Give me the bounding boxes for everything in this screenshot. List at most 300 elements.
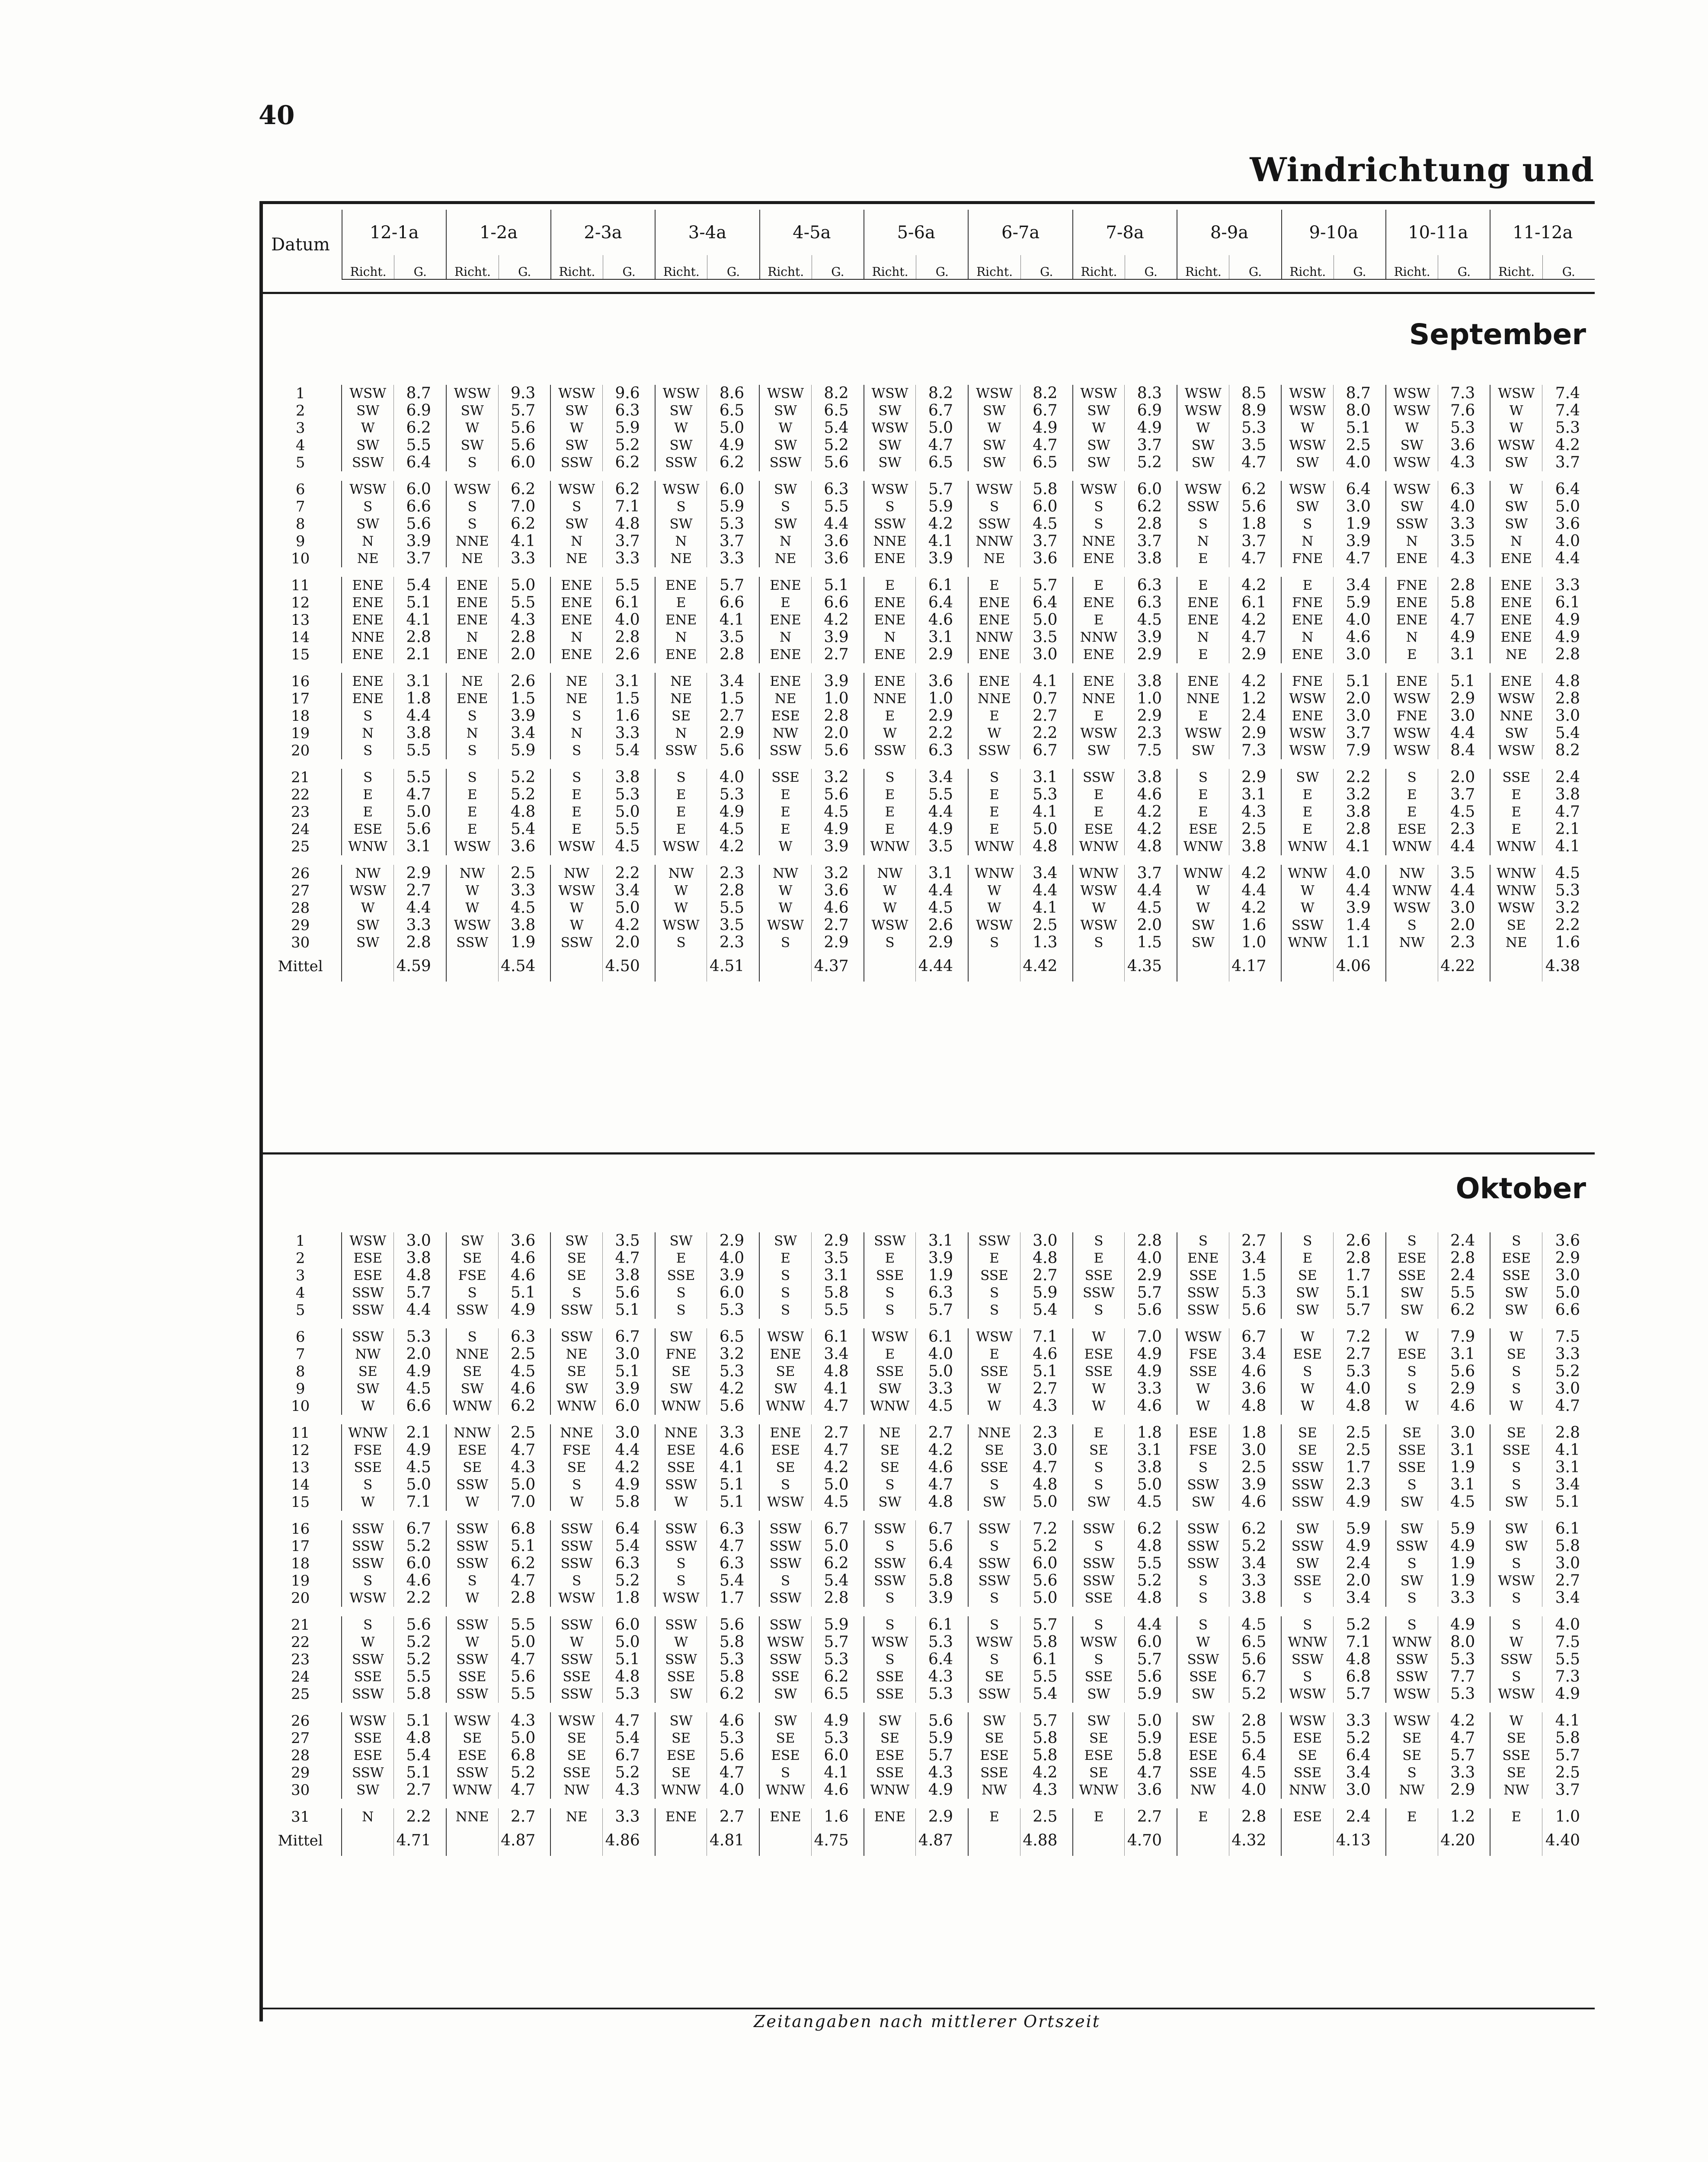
direction-cell: SSE bbox=[1073, 1363, 1125, 1380]
speed-cell: 4.1 bbox=[394, 611, 446, 629]
direction-cell: ENE bbox=[446, 594, 498, 611]
speed-cell: 3.2 bbox=[811, 865, 864, 882]
direction-cell: SW bbox=[342, 402, 393, 419]
row-group-gap bbox=[259, 1511, 1595, 1520]
speed-cell: 2.4 bbox=[1438, 1267, 1490, 1284]
direction-cell: WSW bbox=[1177, 725, 1229, 742]
speed-cell: 5.2 bbox=[498, 786, 550, 803]
table-row bbox=[259, 769, 1595, 786]
direction-cell: S bbox=[1073, 1538, 1125, 1555]
direction-cell: ENE bbox=[1281, 611, 1333, 629]
speed-cell: 4.2 bbox=[916, 1442, 968, 1459]
speed-cell: 4.2 bbox=[707, 838, 759, 855]
speed-cell: 3.8 bbox=[1125, 673, 1177, 690]
direction-cell: W bbox=[1281, 1328, 1333, 1346]
day-cell: 12 bbox=[291, 1442, 310, 1459]
direction-cell: ESE bbox=[968, 1747, 1020, 1764]
direction-cell: S bbox=[446, 1328, 498, 1346]
table-row bbox=[259, 1590, 1595, 1607]
direction-cell: SE bbox=[759, 1730, 811, 1747]
speed-cell: 4.1 bbox=[1542, 1712, 1595, 1730]
speed-cell: 5.9 bbox=[916, 1730, 968, 1747]
speed-cell: 5.7 bbox=[916, 481, 968, 498]
speed-cell: 3.3 bbox=[498, 550, 550, 567]
direction-cell: WNW bbox=[446, 1398, 498, 1415]
speed-cell: 5.3 bbox=[707, 1730, 759, 1747]
direction-cell: SSW bbox=[1281, 1538, 1333, 1555]
speed-cell: 6.1 bbox=[916, 1616, 968, 1634]
speed-cell: 2.1 bbox=[394, 1424, 446, 1442]
direction-cell: NNE bbox=[968, 1424, 1020, 1442]
speed-cell: 2.9 bbox=[1125, 707, 1177, 725]
speed-cell: 3.0 bbox=[1334, 498, 1386, 515]
speed-cell: 1.7 bbox=[1334, 1267, 1386, 1284]
mittel-spacer bbox=[550, 1826, 602, 1856]
speed-cell: 3.1 bbox=[394, 838, 446, 855]
direction-cell: S bbox=[1386, 1590, 1438, 1607]
direction-cell: ESE bbox=[1281, 1346, 1333, 1363]
direction-cell: SSW bbox=[968, 1520, 1020, 1538]
speed-cell: 7.5 bbox=[1542, 1328, 1595, 1346]
direction-cell: SE bbox=[1281, 1747, 1333, 1764]
speed-cell: 2.9 bbox=[394, 865, 446, 882]
speed-cell: 6.0 bbox=[707, 1284, 759, 1302]
speed-cell: 2.9 bbox=[811, 1232, 864, 1250]
direction-cell: E bbox=[864, 803, 916, 821]
direction-cell: WSW bbox=[342, 481, 393, 498]
speed-cell: 3.0 bbox=[602, 1346, 655, 1363]
speed-cell: 5.7 bbox=[498, 402, 550, 419]
speed-cell: 7.6 bbox=[1438, 402, 1490, 419]
speed-cell: 3.3 bbox=[602, 725, 655, 742]
speed-cell: 3.5 bbox=[1229, 437, 1281, 454]
direction-cell: SE bbox=[550, 1747, 602, 1764]
speed-cell: 5.6 bbox=[394, 821, 446, 838]
direction-cell: ENE bbox=[1490, 673, 1542, 690]
direction-cell: SE bbox=[759, 1363, 811, 1380]
direction-cell: ESE bbox=[1281, 1808, 1333, 1826]
speed-cell: 4.2 bbox=[811, 611, 864, 629]
direction-cell: SSW bbox=[446, 934, 498, 951]
direction-cell: WSW bbox=[1386, 1712, 1438, 1730]
mittel-value: 4.88 bbox=[1020, 1826, 1072, 1856]
row-group-gap bbox=[259, 471, 1595, 481]
speed-cell: 4.9 bbox=[394, 1442, 446, 1459]
direction-cell: ENE bbox=[1281, 707, 1333, 725]
direction-cell: E bbox=[655, 594, 707, 611]
direction-cell: FSE bbox=[550, 1442, 602, 1459]
speed-cell: 6.0 bbox=[394, 481, 446, 498]
speed-cell: 5.6 bbox=[1229, 1302, 1281, 1319]
speed-cell: 5.9 bbox=[1438, 1520, 1490, 1538]
speed-cell: 3.5 bbox=[1438, 533, 1490, 550]
table-row bbox=[259, 1442, 1595, 1459]
direction-cell: E bbox=[550, 821, 602, 838]
speed-cell: 1.2 bbox=[1438, 1808, 1490, 1826]
speed-cell: 5.9 bbox=[602, 419, 655, 437]
speed-cell: 6.7 bbox=[1020, 742, 1072, 759]
speed-cell: 4.0 bbox=[602, 611, 655, 629]
day-cell: 13 bbox=[291, 611, 310, 629]
direction-cell: NNE bbox=[655, 1424, 707, 1442]
table-row bbox=[259, 1232, 1595, 1250]
mittel-spacer bbox=[1281, 951, 1333, 982]
speed-cell: 4.7 bbox=[707, 1538, 759, 1555]
direction-cell: SSW bbox=[550, 1555, 602, 1572]
direction-cell: S bbox=[864, 769, 916, 786]
speed-cell: 2.4 bbox=[1334, 1555, 1386, 1572]
speed-cell: 3.9 bbox=[1334, 899, 1386, 917]
direction-cell: WSW bbox=[1386, 385, 1438, 402]
direction-cell: S bbox=[1490, 1590, 1542, 1607]
direction-cell: WSW bbox=[342, 882, 393, 899]
speed-cell: 3.1 bbox=[1438, 1346, 1490, 1363]
direction-cell: S bbox=[1281, 1616, 1333, 1634]
hour-header: 11-12a bbox=[1490, 210, 1595, 255]
table-row bbox=[259, 1476, 1595, 1494]
speed-cell: 5.3 bbox=[707, 1363, 759, 1380]
table-row bbox=[259, 1685, 1595, 1703]
speed-cell: 5.3 bbox=[1542, 882, 1595, 899]
speed-cell: 4.7 bbox=[1438, 1730, 1490, 1747]
speed-cell: 5.8 bbox=[602, 1494, 655, 1511]
direction-cell: S bbox=[1073, 1651, 1125, 1668]
direction-cell: SW bbox=[1490, 1302, 1542, 1319]
speed-cell: 2.9 bbox=[1229, 769, 1281, 786]
direction-cell: WSW bbox=[1073, 481, 1125, 498]
speed-cell: 6.7 bbox=[394, 1520, 446, 1538]
speed-cell: 3.4 bbox=[1334, 1590, 1386, 1607]
direction-cell: W bbox=[1386, 419, 1438, 437]
speed-cell: 3.0 bbox=[1438, 707, 1490, 725]
speed-cell: 6.5 bbox=[1020, 454, 1072, 471]
direction-cell: ENE bbox=[655, 611, 707, 629]
direction-cell: SSW bbox=[550, 934, 602, 951]
direction-cell: NE bbox=[1490, 646, 1542, 663]
speed-cell: 5.6 bbox=[916, 1712, 968, 1730]
speed-cell: 6.6 bbox=[707, 594, 759, 611]
direction-cell: S bbox=[968, 1616, 1020, 1634]
direction-cell: S bbox=[1073, 515, 1125, 533]
speed-cell: 6.4 bbox=[1020, 594, 1072, 611]
direction-cell: NE bbox=[759, 550, 811, 567]
mittel-spacer bbox=[342, 951, 393, 982]
direction-cell: ENE bbox=[1177, 1250, 1229, 1267]
direction-cell: WSW bbox=[968, 481, 1020, 498]
speed-cell: 4.1 bbox=[1020, 673, 1072, 690]
direction-cell: S bbox=[1386, 1232, 1438, 1250]
direction-cell: FSE bbox=[1177, 1346, 1229, 1363]
speed-cell: 6.3 bbox=[1125, 577, 1177, 594]
speed-cell: 4.9 bbox=[707, 803, 759, 821]
direction-cell: SE bbox=[968, 1442, 1020, 1459]
speed-cell: 3.9 bbox=[1125, 629, 1177, 646]
direction-cell: W bbox=[1386, 1328, 1438, 1346]
speed-cell: 4.6 bbox=[811, 899, 864, 917]
speed-cell: 4.6 bbox=[707, 1442, 759, 1459]
direction-cell: FNE bbox=[1281, 673, 1333, 690]
day-cell: 23 bbox=[291, 1651, 310, 1668]
speed-cell: 1.6 bbox=[1229, 917, 1281, 934]
day-cell: 18 bbox=[291, 1555, 310, 1572]
direction-cell: S bbox=[759, 1302, 811, 1319]
speed-subheader: G. bbox=[1334, 255, 1386, 279]
direction-cell: E bbox=[1490, 803, 1542, 821]
speed-cell: 3.1 bbox=[1438, 1442, 1490, 1459]
speed-cell: 3.6 bbox=[811, 882, 864, 899]
speed-cell: 4.9 bbox=[1438, 629, 1490, 646]
direction-cell: SSW bbox=[1177, 1555, 1229, 1572]
direction-cell: S bbox=[446, 454, 498, 471]
speed-cell: 5.9 bbox=[498, 742, 550, 759]
speed-cell: 2.9 bbox=[811, 934, 864, 951]
speed-cell: 3.9 bbox=[916, 550, 968, 567]
direction-cell: WSW bbox=[1490, 437, 1542, 454]
direction-cell: S bbox=[864, 1651, 916, 1668]
direction-cell: WNW bbox=[342, 838, 393, 855]
speed-cell: 1.5 bbox=[1229, 1267, 1281, 1284]
direction-cell: E bbox=[446, 786, 498, 803]
speed-cell: 5.5 bbox=[1438, 1284, 1490, 1302]
speed-cell: 1.8 bbox=[1125, 1424, 1177, 1442]
direction-cell: SE bbox=[1490, 1424, 1542, 1442]
direction-cell: SW bbox=[864, 437, 916, 454]
table-row bbox=[259, 437, 1595, 454]
speed-cell: 5.9 bbox=[916, 498, 968, 515]
direction-cell: S bbox=[1177, 769, 1229, 786]
direction-subheader: Richt. bbox=[1282, 255, 1334, 279]
direction-cell: SE bbox=[1073, 1442, 1125, 1459]
speed-cell: 2.8 bbox=[1542, 690, 1595, 707]
direction-cell: E bbox=[968, 577, 1020, 594]
direction-cell: SSE bbox=[1281, 1764, 1333, 1781]
speed-cell: 5.3 bbox=[707, 1302, 759, 1319]
mittel-spacer bbox=[1073, 951, 1125, 982]
direction-cell: SSW bbox=[1386, 1668, 1438, 1685]
direction-cell: ENE bbox=[864, 673, 916, 690]
speed-cell: 1.9 bbox=[1438, 1572, 1490, 1590]
speed-cell: 8.7 bbox=[394, 385, 446, 402]
direction-cell: SSW bbox=[550, 1685, 602, 1703]
day-cell: 14 bbox=[291, 629, 310, 646]
direction-cell: NNE bbox=[1490, 707, 1542, 725]
speed-cell: 5.2 bbox=[1020, 1538, 1072, 1555]
direction-cell: SE bbox=[864, 1459, 916, 1476]
speed-cell: 3.7 bbox=[1125, 865, 1177, 882]
speed-cell: 5.7 bbox=[1125, 1284, 1177, 1302]
mittel-value: 4.86 bbox=[602, 1826, 655, 1856]
speed-cell: 4.8 bbox=[916, 1494, 968, 1511]
direction-cell: SSW bbox=[342, 454, 393, 471]
month-title-september: September bbox=[1409, 318, 1586, 351]
speed-cell: 4.9 bbox=[707, 437, 759, 454]
direction-cell: S bbox=[1073, 1459, 1125, 1476]
direction-cell: E bbox=[1073, 611, 1125, 629]
speed-cell: 2.6 bbox=[916, 917, 968, 934]
day-cell: 29 bbox=[291, 917, 310, 934]
speed-cell: 5.5 bbox=[498, 1685, 550, 1703]
table-row bbox=[259, 419, 1595, 437]
speed-cell: 6.8 bbox=[498, 1747, 550, 1764]
speed-cell: 1.8 bbox=[1229, 515, 1281, 533]
direction-cell: SW bbox=[1281, 498, 1333, 515]
speed-cell: 5.0 bbox=[811, 1538, 864, 1555]
speed-cell: 5.9 bbox=[707, 498, 759, 515]
speed-cell: 4.9 bbox=[1334, 1538, 1386, 1555]
direction-cell: E bbox=[1177, 786, 1229, 803]
direction-cell: SSW bbox=[759, 1590, 811, 1607]
direction-cell: SSW bbox=[446, 1616, 498, 1634]
speed-cell: 5.1 bbox=[1334, 419, 1386, 437]
direction-cell: E bbox=[1073, 1424, 1125, 1442]
direction-cell: S bbox=[1177, 1459, 1229, 1476]
direction-cell: N bbox=[1177, 629, 1229, 646]
speed-cell: 4.4 bbox=[811, 515, 864, 533]
direction-cell: ESE bbox=[1490, 1250, 1542, 1267]
speed-cell: 2.7 bbox=[916, 1424, 968, 1442]
speed-cell: 2.8 bbox=[498, 629, 550, 646]
speed-cell: 4.5 bbox=[916, 1398, 968, 1415]
speed-cell: 6.3 bbox=[707, 1555, 759, 1572]
speed-cell: 6.0 bbox=[498, 454, 550, 471]
direction-cell: E bbox=[968, 803, 1020, 821]
speed-cell: 5.7 bbox=[1020, 1712, 1072, 1730]
speed-cell: 6.0 bbox=[811, 1747, 864, 1764]
direction-cell: SSE bbox=[1177, 1668, 1229, 1685]
direction-cell: WSW bbox=[1386, 1685, 1438, 1703]
direction-cell: WNW bbox=[655, 1398, 707, 1415]
direction-cell: SE bbox=[655, 707, 707, 725]
speed-cell: 4.0 bbox=[1542, 533, 1595, 550]
direction-cell: ENE bbox=[1073, 646, 1125, 663]
mittel-value: 4.42 bbox=[1020, 951, 1072, 982]
speed-cell: 4.1 bbox=[707, 1459, 759, 1476]
speed-cell: 5.4 bbox=[1020, 1302, 1072, 1319]
direction-cell: FNE bbox=[1386, 707, 1438, 725]
direction-cell: ESE bbox=[1073, 1747, 1125, 1764]
speed-cell: 2.9 bbox=[1229, 646, 1281, 663]
direction-cell: SSW bbox=[1177, 1538, 1229, 1555]
direction-cell: ENE bbox=[1386, 673, 1438, 690]
direction-cell: SSE bbox=[1386, 1267, 1438, 1284]
day-cell: 10 bbox=[291, 1398, 310, 1415]
direction-cell: ENE bbox=[446, 646, 498, 663]
direction-cell: S bbox=[864, 1302, 916, 1319]
direction-cell: N bbox=[759, 533, 811, 550]
direction-cell: SW bbox=[864, 402, 916, 419]
direction-cell: SSW bbox=[968, 1232, 1020, 1250]
direction-cell: SE bbox=[1490, 1764, 1542, 1781]
direction-cell: W bbox=[1490, 1634, 1542, 1651]
speed-cell: 3.1 bbox=[394, 673, 446, 690]
speed-cell: 2.9 bbox=[916, 646, 968, 663]
speed-cell: 3.9 bbox=[707, 1267, 759, 1284]
speed-subheader: G. bbox=[1229, 255, 1282, 279]
speed-cell: 5.8 bbox=[1438, 594, 1490, 611]
direction-cell: N bbox=[759, 629, 811, 646]
direction-cell: SW bbox=[655, 402, 707, 419]
day-cell: 4 bbox=[295, 1284, 305, 1302]
direction-cell: WSW bbox=[864, 1328, 916, 1346]
speed-cell: 5.1 bbox=[394, 594, 446, 611]
direction-cell: ENE bbox=[342, 611, 393, 629]
table-row bbox=[259, 1250, 1595, 1267]
direction-cell: WNW bbox=[655, 1781, 707, 1799]
speed-cell: 2.0 bbox=[394, 1346, 446, 1363]
direction-cell: WSW bbox=[759, 917, 811, 934]
direction-cell: SSW bbox=[759, 742, 811, 759]
direction-cell: ENE bbox=[1490, 577, 1542, 594]
speed-cell: 3.6 bbox=[811, 533, 864, 550]
day-cell: 21 bbox=[291, 769, 310, 786]
speed-cell: 4.5 bbox=[498, 1363, 550, 1380]
direction-cell: SE bbox=[550, 1730, 602, 1747]
direction-cell: WSW bbox=[1490, 385, 1542, 402]
table-row bbox=[259, 577, 1595, 594]
gap-cell bbox=[259, 1799, 1595, 1808]
speed-cell: 5.9 bbox=[1125, 1730, 1177, 1747]
speed-cell: 6.0 bbox=[1020, 498, 1072, 515]
speed-cell: 2.3 bbox=[1438, 821, 1490, 838]
speed-cell: 9.3 bbox=[498, 385, 550, 402]
speed-cell: 1.6 bbox=[811, 1808, 864, 1826]
direction-cell: SE bbox=[550, 1363, 602, 1380]
direction-cell: E bbox=[1073, 1808, 1125, 1826]
speed-cell: 4.8 bbox=[811, 1363, 864, 1380]
speed-cell: 5.6 bbox=[1229, 498, 1281, 515]
table-row bbox=[259, 1520, 1595, 1538]
speed-cell: 2.0 bbox=[1334, 690, 1386, 707]
direction-cell: SE bbox=[655, 1730, 707, 1747]
speed-cell: 6.3 bbox=[1125, 594, 1177, 611]
speed-cell: 5.8 bbox=[394, 1685, 446, 1703]
mittel-label: Mittel bbox=[278, 958, 323, 975]
direction-cell: S bbox=[655, 1555, 707, 1572]
speed-cell: 4.9 bbox=[811, 1712, 864, 1730]
speed-cell: 5.1 bbox=[602, 1651, 655, 1668]
table-row bbox=[259, 865, 1595, 882]
direction-cell: E bbox=[864, 577, 916, 594]
direction-subheader: Richt. bbox=[446, 255, 499, 279]
speed-cell: 4.5 bbox=[498, 899, 550, 917]
direction-cell: S bbox=[1490, 1668, 1542, 1685]
speed-cell: 7.3 bbox=[1542, 1668, 1595, 1685]
direction-cell: ENE bbox=[864, 611, 916, 629]
speed-cell: 3.4 bbox=[1229, 1555, 1281, 1572]
direction-cell: WNW bbox=[759, 1398, 811, 1415]
direction-cell: ENE bbox=[759, 1808, 811, 1826]
speed-cell: 5.5 bbox=[1125, 1555, 1177, 1572]
day-cell: 25 bbox=[291, 1685, 310, 1703]
direction-cell: E bbox=[1386, 803, 1438, 821]
mittel-value: 4.38 bbox=[1542, 951, 1595, 982]
direction-cell: WSW bbox=[446, 481, 498, 498]
direction-cell: SSW bbox=[1177, 1284, 1229, 1302]
mittel-row bbox=[259, 951, 1595, 982]
speed-cell: 4.3 bbox=[1438, 454, 1490, 471]
direction-cell: ENE bbox=[342, 594, 393, 611]
speed-cell: 6.4 bbox=[1542, 481, 1595, 498]
speed-cell: 6.4 bbox=[916, 1651, 968, 1668]
direction-cell: SSE bbox=[864, 1764, 916, 1781]
speed-cell: 7.1 bbox=[394, 1494, 446, 1511]
speed-cell: 2.4 bbox=[1334, 1808, 1386, 1826]
speed-cell: 5.5 bbox=[394, 769, 446, 786]
speed-cell: 3.0 bbox=[1542, 1380, 1595, 1398]
direction-cell: ENE bbox=[759, 1424, 811, 1442]
speed-cell: 3.0 bbox=[1542, 707, 1595, 725]
speed-cell: 3.6 bbox=[1125, 1781, 1177, 1799]
